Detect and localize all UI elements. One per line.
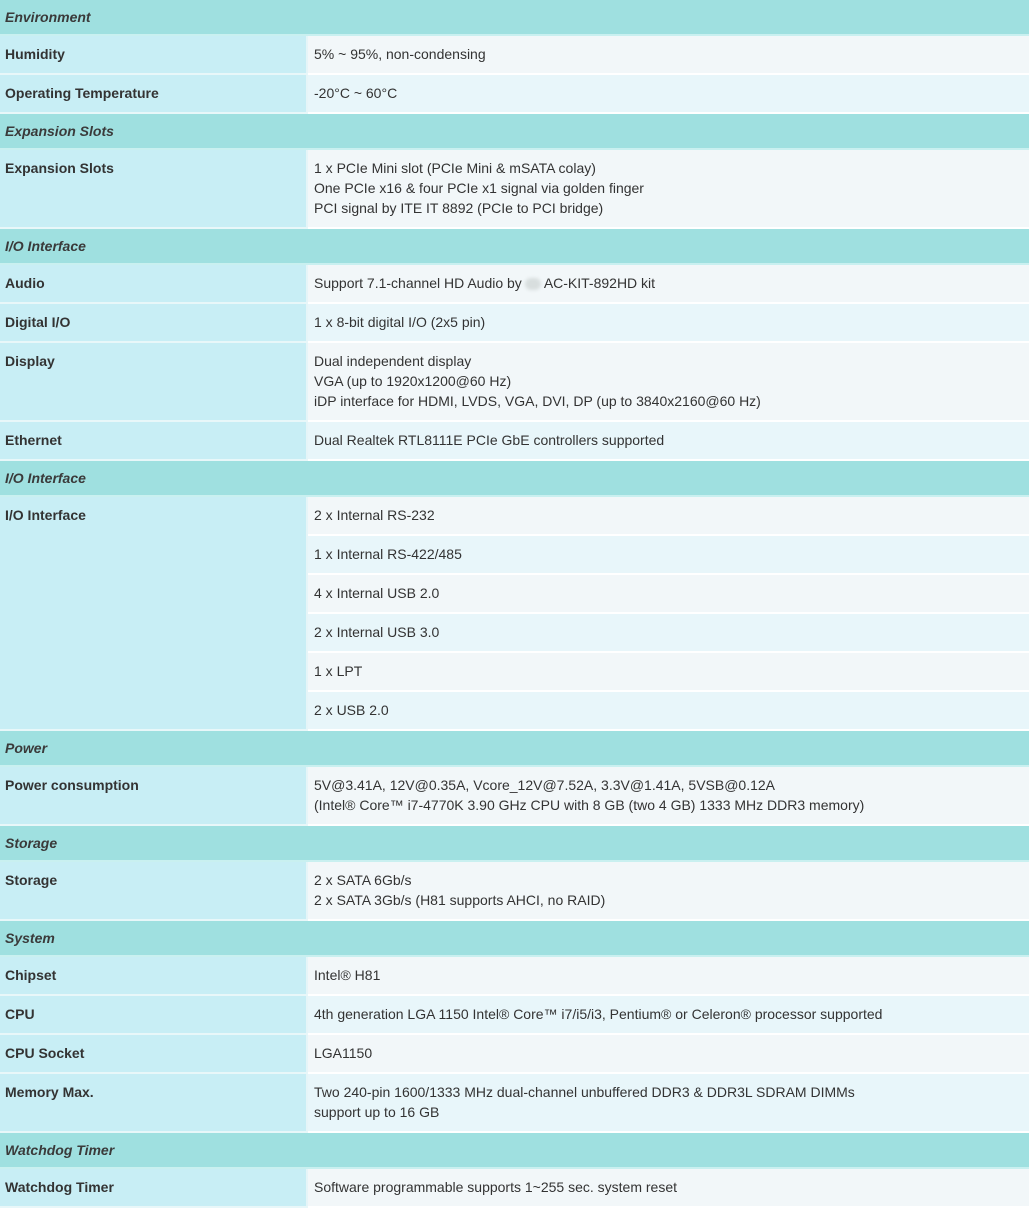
spec-value-line: 2 x SATA 3Gb/s (H81 supports AHCI, no RAID): [314, 892, 606, 908]
spec-value-line: 1 x Internal RS-422/485: [314, 546, 462, 562]
spec-row: [0, 35, 1029, 74]
spec-row: [0, 149, 1029, 228]
spec-label: Chipset: [0, 956, 307, 995]
spec-row: [0, 956, 1029, 995]
spec-label: Power consumption: [0, 766, 307, 825]
spec-value-line: 5V@3.41A, 12V@0.35A, Vcore_12V@7.52A, 3.3V@1.41A, 5VSB@0.12A: [314, 777, 776, 793]
spec-row: [0, 342, 1029, 421]
section-title: Environment: [0, 0, 1029, 35]
spec-row: [0, 1168, 1029, 1207]
section-header-row: [0, 228, 1029, 264]
spec-value: [307, 766, 1029, 825]
spec-value: [307, 74, 1029, 113]
spec-label: CPU Socket: [0, 1034, 307, 1073]
spec-value-line: One PCIe x16 & four PCIe x1 signal via golden finger: [314, 180, 644, 196]
spec-value-line: -20°C ~ 60°C: [314, 85, 398, 101]
spec-value: [307, 264, 1029, 303]
section-header-row: [0, 0, 1029, 35]
spec-row: [0, 995, 1029, 1034]
spec-value-text: Support 7.1-channel HD Audio by: [314, 275, 522, 291]
spec-row: [0, 303, 1029, 342]
spec-label: Storage: [0, 861, 307, 920]
spec-label: Humidity: [0, 35, 307, 74]
section-title: Watchdog Timer: [0, 1132, 1029, 1168]
spec-label: Digital I/O: [0, 303, 307, 342]
spec-value: [307, 574, 1029, 613]
section-title: Power: [0, 730, 1029, 766]
spec-value: [307, 149, 1029, 228]
spec-value: [307, 956, 1029, 995]
spec-label: Memory Max.: [0, 1073, 307, 1132]
spec-value-line: iDP interface for HDMI, LVDS, VGA, DVI, DP (up to 3840x2160@60 Hz): [314, 393, 761, 409]
spec-row: [0, 264, 1029, 303]
spec-value-text: AC-KIT-892HD kit: [543, 275, 656, 291]
section-header-row: [0, 730, 1029, 766]
spec-value: [307, 303, 1029, 342]
spec-value: [307, 342, 1029, 421]
spec-value-line: 2 x SATA 6Gb/s: [314, 872, 412, 888]
spec-value: [307, 1073, 1029, 1132]
spec-value: [307, 995, 1029, 1034]
spec-row: [0, 766, 1029, 825]
spec-value-line: LGA1150: [314, 1045, 373, 1061]
spec-row: [0, 496, 1029, 535]
spec-value: [307, 861, 1029, 920]
spec-label: Expansion Slots: [0, 149, 307, 228]
spec-value: [307, 1034, 1029, 1073]
spec-label: Operating Temperature: [0, 74, 307, 113]
spec-value-line: Dual independent display: [314, 353, 472, 369]
spec-label: Ethernet: [0, 421, 307, 460]
spec-label: I/O Interface: [0, 496, 307, 730]
spec-value-line: Two 240-pin 1600/1333 MHz dual-channel unbuffered DDR3 & DDR3L SDRAM DIMMs: [314, 1084, 855, 1100]
spec-value: [307, 652, 1029, 691]
spec-label: Display: [0, 342, 307, 421]
section-title: Storage: [0, 825, 1029, 861]
spec-value: [307, 1168, 1029, 1207]
spec-value-line: Intel® H81: [314, 967, 381, 983]
spec-value-line: 1 x PCIe Mini slot (PCIe Mini & mSATA colay): [314, 160, 596, 176]
redacted-brand-blur: [525, 278, 541, 290]
spec-value-line: [314, 273, 1023, 293]
spec-value-line: PCI signal by ITE IT 8892 (PCIe to PCI bridge): [314, 200, 604, 216]
spec-row: [0, 74, 1029, 113]
spec-row: [0, 1034, 1029, 1073]
spec-value-line: Software programmable supports 1~255 sec. system reset: [314, 1179, 678, 1195]
spec-value-line: 2 x Internal USB 3.0: [314, 624, 440, 640]
section-header-row: [0, 825, 1029, 861]
section-header-row: [0, 113, 1029, 149]
spec-value-line: 1 x 8-bit digital I/O (2x5 pin): [314, 314, 486, 330]
spec-value: [307, 35, 1029, 74]
section-title: Expansion Slots: [0, 113, 1029, 149]
spec-value: [307, 613, 1029, 652]
spec-value-line: 5% ~ 95%, non-condensing: [314, 46, 486, 62]
section-header-row: [0, 460, 1029, 496]
spec-value: [307, 691, 1029, 730]
spec-value-line: 4 x Internal USB 2.0: [314, 585, 440, 601]
section-title: I/O Interface: [0, 228, 1029, 264]
spec-value: [307, 496, 1029, 535]
spec-row: [0, 421, 1029, 460]
spec-value-line: 4th generation LGA 1150 Intel® Core™ i7/i5/i3, Pentium® or Celeron® processor supported: [314, 1006, 883, 1022]
spec-label: Audio: [0, 264, 307, 303]
section-title: I/O Interface: [0, 460, 1029, 496]
section-header-row: [0, 920, 1029, 956]
spec-value-line: VGA (up to 1920x1200@60 Hz): [314, 373, 512, 389]
spec-label: CPU: [0, 995, 307, 1034]
section-header-row: [0, 1132, 1029, 1168]
spec-row: [0, 861, 1029, 920]
spec-value-line: Dual Realtek RTL8111E PCIe GbE controllers supported: [314, 432, 665, 448]
spec-label: Watchdog Timer: [0, 1168, 307, 1207]
spec-value-line: (Intel® Core™ i7-4770K 3.90 GHz CPU with 8 GB (two 4 GB) 1333 MHz DDR3 memory): [314, 797, 865, 813]
spec-value-line: support up to 16 GB: [314, 1104, 440, 1120]
spec-value-line: 1 x LPT: [314, 663, 363, 679]
spec-value-line: 2 x USB 2.0: [314, 702, 389, 718]
section-title: System: [0, 920, 1029, 956]
spec-value: [307, 421, 1029, 460]
spec-value: [307, 535, 1029, 574]
spec-value-line: 2 x Internal RS-232: [314, 507, 435, 523]
spec-row: [0, 1073, 1029, 1132]
